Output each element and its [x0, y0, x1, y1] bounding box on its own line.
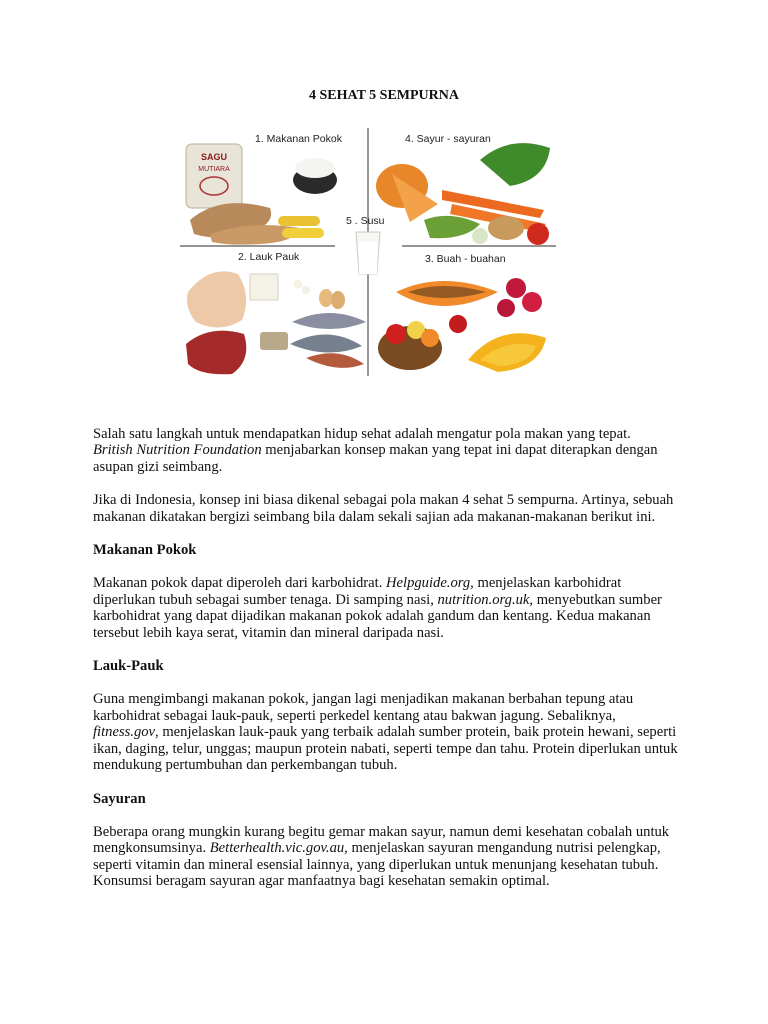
tofu — [250, 274, 278, 300]
chicken — [187, 271, 246, 327]
greens — [480, 143, 550, 186]
source-reference: fitness.gov — [93, 724, 156, 741]
label-side-dishes: 2. Lauk Pauk — [238, 251, 300, 263]
vegetables-illustration — [376, 133, 550, 245]
source-reference: Helpguide.org — [386, 575, 471, 592]
corn — [278, 216, 320, 226]
food-illustration — [180, 124, 556, 380]
lauk-pauk-paragraph: Guna mengimbangi makanan pokok, jangan lagi menjadikan makanan berbahan tepung atau karbohidrat sebagai lauk-pauk, seperti perkedel kentang atau bakwan jagung. Sebaliknya, fitness.gov, menjelaskan lauk-pauk yang terbaik adalah sumber protein, baik protein hewani, seperti ikan, daging, telur, unggas; maupun protein nabati, seperti tempe dan tahu. Protein diperlukan untuk mendukung pertumbuhan dan perkembangan tubuh. — [93, 691, 678, 774]
concept-paragraph: Jika di Indonesia, konsep ini biasa dikenal sebagai pola makan 4 sehat 5 sempurna. Artinya, sebuah makanan dikatakan bergizi seimbang bila dalam sekali sajian ada makanan-makanan berikut ini. — [93, 492, 674, 525]
makanan-pokok-paragraph: Makanan pokok dapat diperoleh dari karbohidrat. Helpguide.org, menjelaskan karbohidrat diperlukan tubuh sebagai sumber tenaga. Di samping nasi, nutrition.org.uk, menyebutkan sumber karbohidrat yang dapat dijadikan makanan pokok adalah gandum dan kentang. Kedua makanan tersebut lebih kaya serat, vitamin dan mineral daripada nasi. — [93, 575, 662, 641]
source-reference: nutrition.org.uk — [437, 591, 530, 608]
rice — [295, 158, 335, 178]
milk-illustration — [346, 215, 385, 274]
eggs — [319, 289, 333, 307]
label-staple: 1. Makanan Pokok — [255, 133, 342, 145]
potato — [488, 216, 524, 240]
food-pyramid-figure — [180, 124, 556, 380]
heading-sayuran: Sayuran — [93, 790, 146, 807]
label-vegetables: 4. Sayur - sayuran — [405, 133, 491, 145]
intro-paragraph: Salah satu langkah untuk mendapatkan hidup sehat adalah mengatur pola makan yang tepat. British Nutrition Foundation menjabarkan konsep makan yang tepat ini dapat diterapkan dengan asupan gizi seimbang. — [93, 426, 658, 475]
rambutan — [506, 278, 526, 298]
side-dishes-illustration — [186, 251, 366, 374]
staple-foods-illustration — [186, 133, 343, 245]
source-reference: Betterhealth.vic.gov.au — [209, 840, 345, 857]
fruits-illustration — [378, 253, 546, 372]
fish — [292, 313, 366, 329]
tempeh — [260, 332, 288, 350]
article-body — [93, 426, 683, 907]
sack-text: SAGU — [200, 152, 228, 162]
page-title: 4 SEHAT 5 SEMPURNA — [308, 88, 459, 103]
sayuran-paragraph: Beberapa orang mungkin kurang begitu gemar makan sayur, namun demi kesehatan cobalah untuk mengkonsumsinya. Betterhealth.vic.gov.au, menjelaskan sayuran mengandung nutrisi pelengkap, seperti vitamin dan mineral esensial lainnya, yang diperlukan untuk menunjang kesehatan tubuh. Konsumsi beragam sayuran agar manfaatnya bagi kesehatan semakin optimal. — [93, 823, 670, 890]
apple — [449, 315, 467, 333]
source-reference: British Nutrition Foundation — [93, 442, 262, 459]
heading-makanan-pokok: Makanan Pokok — [93, 542, 197, 559]
meat — [186, 331, 246, 375]
label-milk: 5 . Susu — [346, 215, 385, 227]
label-fruits: 3. Buah - buahan — [425, 253, 506, 265]
tomato — [527, 223, 549, 245]
svg-text:MUTIARA: MUTIARA — [198, 166, 230, 173]
heading-lauk-pauk: Lauk-Pauk — [93, 658, 164, 675]
